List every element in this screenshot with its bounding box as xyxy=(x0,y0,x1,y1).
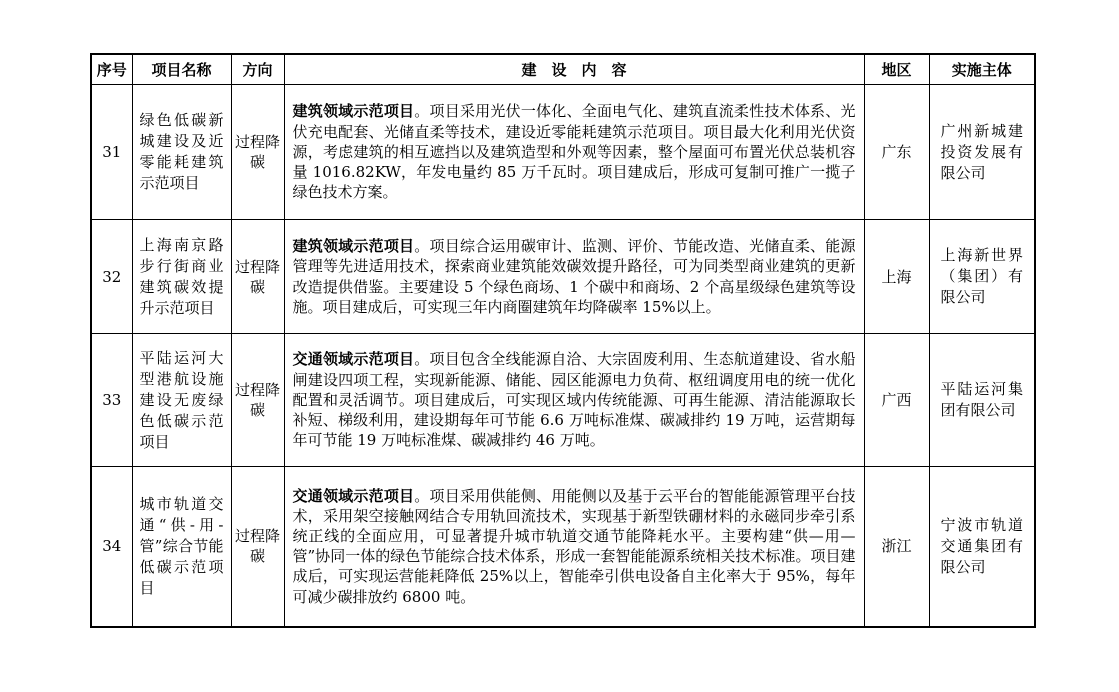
cell-project-name: 城市轨道交通“供-用-管”综合节能低碳示范项目 xyxy=(132,467,231,627)
cell-content xyxy=(284,334,864,467)
cell-row-number: 31 xyxy=(91,85,132,220)
cell-content xyxy=(284,85,864,220)
cell-region: 广东 xyxy=(864,85,929,220)
cell-project-name: 绿色低碳新城建设及近零能耗建筑示范项目 xyxy=(132,85,231,220)
cell-entity: 上海新世界（集团）有限公司 xyxy=(929,220,1035,334)
table-row-34 xyxy=(91,467,1035,627)
header-direction: 方向 xyxy=(231,54,284,85)
cell-entity: 广州新城建投资发展有限公司 xyxy=(929,85,1035,220)
table-row-33 xyxy=(91,334,1035,467)
cell-direction: 过程降碳 xyxy=(231,85,284,220)
cell-row-number: 34 xyxy=(91,467,132,627)
cell-direction: 过程降碳 xyxy=(231,467,284,627)
header-entity: 实施主体 xyxy=(929,54,1035,85)
table-row-32 xyxy=(91,220,1035,334)
header-no: 序号 xyxy=(91,54,132,85)
cell-project-name: 平陆运河大型港航设施建设无废绿色低碳示范项目 xyxy=(132,334,231,467)
content-body-text: 。项目综合运用碳审计、监测、评价、节能改造、光储直柔、能源管理等先进适用技术，探索商业建筑能效碳效提升路径，可为同类型商业建筑的更新改造提供借鉴。主要建设 5 个绿色商场、1 个碳中和商场、2 个高星级绿色建筑等设施。项目建成后，可实现三年内商圈建筑年均降碳率 15%以上。 xyxy=(292,237,856,316)
cell-region: 浙江 xyxy=(864,467,929,627)
cell-direction: 过程降碳 xyxy=(231,334,284,467)
cell-region: 上海 xyxy=(864,220,929,334)
table-header-row xyxy=(91,54,1035,85)
cell-project-name: 上海南京路步行街商业建筑碳效提升示范项目 xyxy=(132,220,231,334)
cell-row-number: 32 xyxy=(91,220,132,334)
header-project-name: 项目名称 xyxy=(132,54,231,85)
cell-content xyxy=(284,220,864,334)
cell-row-number: 33 xyxy=(91,334,132,467)
cell-content xyxy=(284,467,864,627)
header-content: 建 设 内 容 xyxy=(284,54,864,85)
cell-entity: 平陆运河集团有限公司 xyxy=(929,334,1035,467)
content-lead-text: 建筑领域示范项目 xyxy=(292,102,415,121)
header-region: 地区 xyxy=(864,54,929,85)
cell-direction: 过程降碳 xyxy=(231,220,284,334)
content-lead-text: 交通领域示范项目 xyxy=(292,350,415,369)
content-lead-text: 交通领域示范项目 xyxy=(292,486,415,505)
content-body-text: 。项目采用光伏一体化、全面电气化、建筑直流柔性技术体系、光伏充电配套、光储直柔等技术，建设近零能耗建筑示范项目。项目最大化利用光伏资源，考虑建筑的相互遮挡以及建筑造型和外观等因素，整个屋面可布置光伏总装机容量 1016.82KW，年发电量约 85 万千瓦时。项目建成后，形成可复制可推广一揽子绿色技术方案。 xyxy=(292,102,856,202)
content-body-text: 。项目采用供能侧、用能侧以及基于云平台的智能能源管理平台技术，采用架空接触网结合专用轨回流技术，实现基于新型铁硼材料的永磁同步牵引系统正线的全面应用，可显著提升城市轨道交通节能降耗水平。主要构建“供—用—管”协同一体的绿色节能综合技术体系，形成一套智能能源系统相关技术标准。项目建成后，可实现运营能耗降低 25%以上，智能牵引供电设备自主化率大于 95%，每年可减少碳排放约 6800 吨。 xyxy=(292,486,856,606)
content-body-text: 。项目包含全线能源自洽、大宗固废利用、生态航道建设、省水船闸建设四项工程，实现新能源、储能、园区能源电力负荷、枢纽调度用电的统一优化配置和灵活调节。项目建成后，可实现区域内传统能源、可再生能源、清洁能源取长补短、梯级利用，建设期每年可节能 6.6 万吨标准煤、碳减排约 19 万吨，运营期每年可节能 19 万吨标准煤、碳减排约 46 万吨。 xyxy=(292,350,856,450)
projects-table xyxy=(90,53,1036,628)
content-lead-text: 建筑领域示范项目 xyxy=(292,237,415,256)
table-row-31 xyxy=(91,85,1035,220)
cell-entity: 宁波市轨道交通集团有限公司 xyxy=(929,467,1035,627)
cell-region: 广西 xyxy=(864,334,929,467)
